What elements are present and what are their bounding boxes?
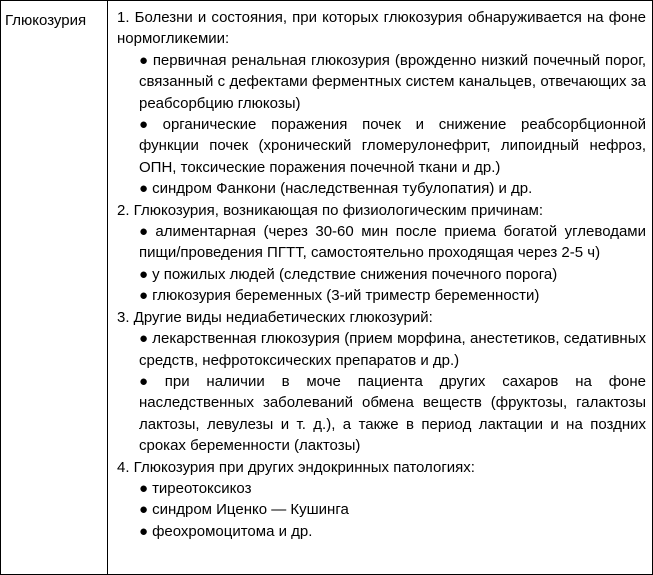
section-4-item: ● тиреотоксикоз: [139, 479, 252, 497]
section-2-item: ● у пожилых людей (следствие снижения почечного порога): [139, 265, 558, 283]
section-1-item: ● первичная ренальная глюкозурия (врожденно низкий почечный порог, связанный с дефектами ферментных систем канальцев, отвечающих за реабсорбцию глюкозы): [139, 51, 646, 112]
row-content-cell: [108, 1, 652, 574]
bullet-icon: ●: [139, 180, 149, 198]
bullet-icon: ●: [139, 372, 161, 390]
bullet-icon: ●: [139, 265, 149, 283]
section-2-item: ● глюкозурия беременных (3-ий триместр беременности): [139, 287, 540, 305]
bullet-icon: ●: [139, 501, 149, 519]
section-3-item: ● лекарственная глюкозурия (прием морфина, анестетиков, седативных средств, нефротоксических препаратов и др.): [139, 330, 646, 369]
bullet-icon: ●: [139, 223, 152, 241]
section-4-item: ● феохромоцитома и др.: [139, 522, 313, 540]
section-2-item: ● алиментарная (через 30-60 мин после приема богатой углеводами пищи/проведения ПГТТ, самостоятельно проходящая через 2-5 ч): [139, 223, 646, 262]
section-1-item: ● органические поражения почек и снижение реабсорбционной функции почек (хронический гломерулонефрит, липоидный нефроз, ОПН, токсические поражения почечной ткани и др.): [139, 116, 646, 176]
section-2-title: 2. Глюкозурия, возникающая по физиологическим причинам:: [117, 201, 544, 219]
bullet-icon: ●: [139, 330, 149, 348]
section-3-item: ● при наличии в моче пациента других сахаров на фоне наследственных заболеваний обмена веществ (фруктозы, галактозы лактозы, левулезы и т. д.), а также в период лактации и на поздних сроках беременности (лактозы): [139, 372, 647, 455]
bullet-icon: ●: [139, 479, 149, 497]
row-label-cell: [1, 1, 108, 574]
section-3-title: 3. Другие виды недиабетических глюкозурий:: [117, 308, 433, 326]
bullet-icon: ●: [139, 522, 149, 540]
section-4-title: 4. Глюкозурия при других эндокринных патологиях:: [117, 458, 475, 476]
section-1-title: 1. Болезни и состояния, при которых глюкозурия обнаруживается на фоне нормогликемии:: [117, 9, 646, 48]
section-4-item: ● синдром Иценко — Кушинга: [139, 501, 349, 519]
bullet-icon: ●: [139, 51, 149, 69]
row-label: Глюкозурия: [5, 12, 87, 29]
bullet-icon: ●: [139, 116, 159, 134]
section-1-item: ● синдром Фанкони (наследственная тубулопатия) и др.: [139, 180, 533, 198]
bullet-icon: ●: [139, 287, 149, 305]
